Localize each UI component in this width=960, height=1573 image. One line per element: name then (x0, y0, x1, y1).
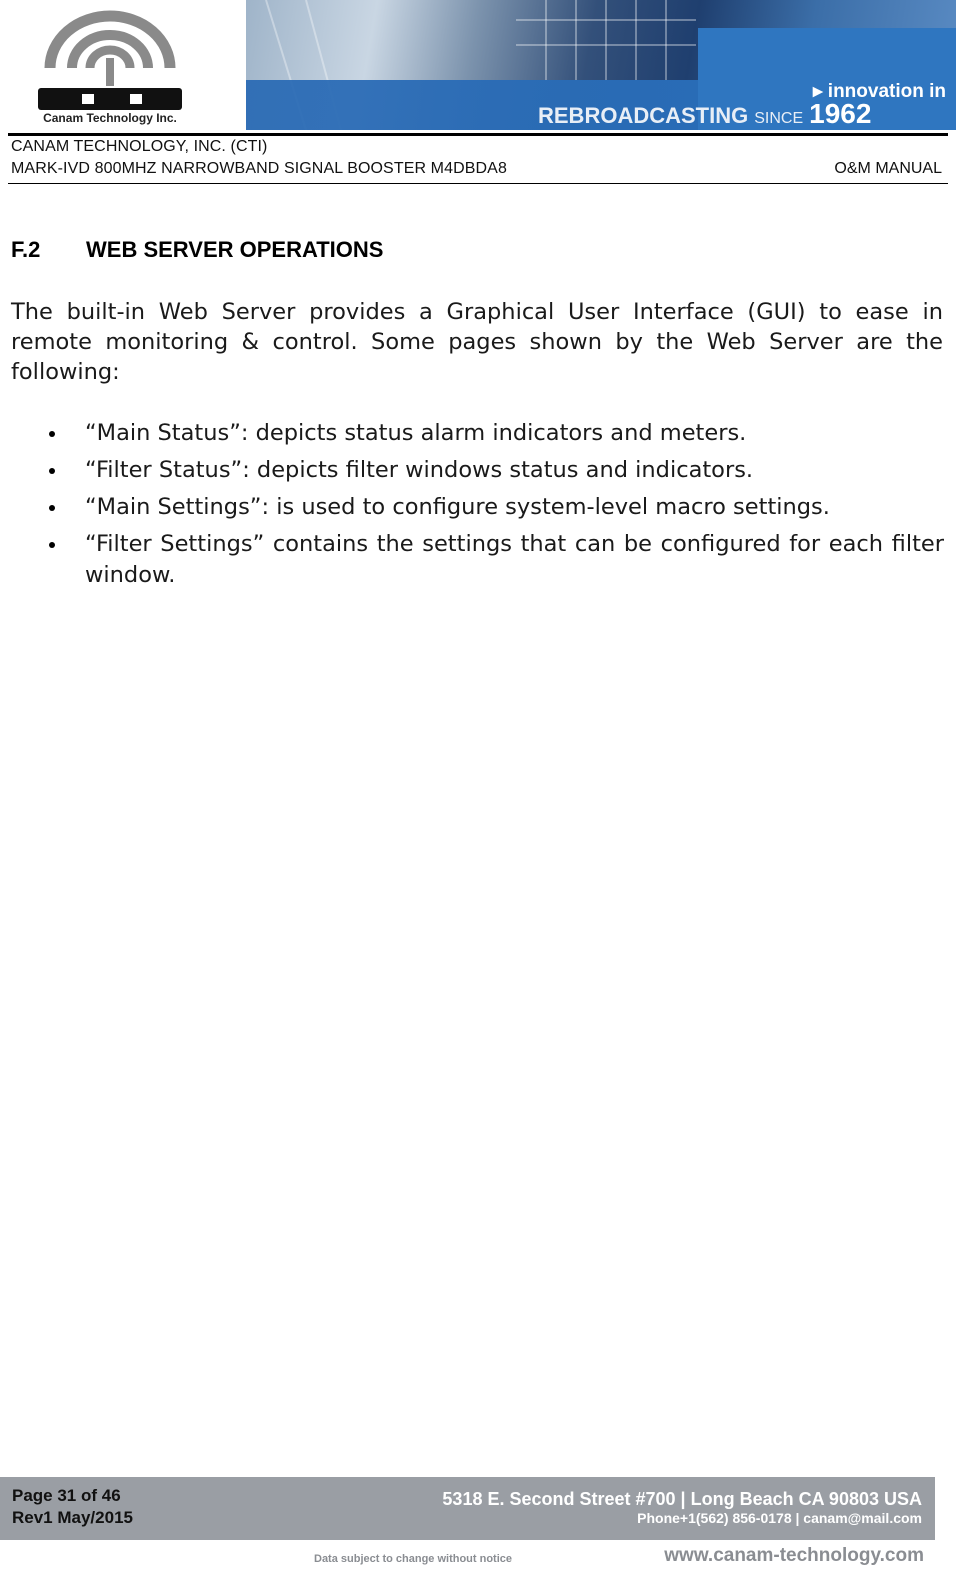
section-heading (11, 237, 383, 263)
bullet-icon (49, 505, 55, 511)
header-company: CANAM TECHNOLOGY, INC. (CTI) (11, 138, 268, 155)
bullet-icon (49, 431, 55, 437)
list-item-text: “Main Status”: depicts status alarm indicators and meters. (85, 420, 747, 446)
banner-photo (246, 0, 956, 130)
tagline-top: ▸ innovation in (812, 81, 946, 102)
footer-address: 5318 E. Second Street #700 | Long Beach CA 90803 USA (442, 1489, 922, 1509)
footer-disclaimer: Data subject to change without notice (314, 1553, 513, 1565)
tagline-year: 1962 (809, 98, 872, 129)
list-item (0, 529, 944, 591)
tagline-bottom (538, 98, 871, 130)
company-logo (8, 4, 236, 128)
list-item-text: “Filter Status”: depicts filter windows status and indicators. (85, 457, 754, 483)
header-rule-bottom (8, 183, 948, 184)
bullet-icon (49, 542, 55, 548)
footer-website[interactable]: www.canam-technology.com (664, 1545, 924, 1566)
section-title: WEB SERVER OPERATIONS (86, 237, 384, 262)
list-item (0, 492, 944, 523)
list-item (0, 418, 944, 449)
tagline-since: SINCE (754, 110, 804, 127)
cti-logo-graphic (28, 10, 192, 110)
header-banner (0, 0, 960, 132)
tagline-word: REBROADCASTING (538, 103, 749, 128)
footer-page-info (12, 1485, 133, 1529)
list-item (0, 455, 944, 486)
page-number: Page 31 of 46 (12, 1486, 121, 1505)
header-product: MARK-IVD 800MHZ NARROWBAND SIGNAL BOOSTER M4DBDA8 (11, 160, 507, 177)
header-rule-top (8, 133, 948, 136)
list-item-text: “Main Settings”: is used to configure system-level macro settings. (85, 494, 830, 520)
footer-contact: Phone+1(562) 856-0178 | canam@mail.com (637, 1510, 922, 1526)
revision: Rev1 May/2015 (12, 1508, 133, 1527)
bullet-icon (49, 468, 55, 474)
header-doc-type: O&M MANUAL (834, 160, 942, 177)
list-item-text: “Filter Settings” contains the settings that can be configured for each filter window. (85, 531, 944, 588)
logo-caption: Canam Technology Inc. (43, 111, 177, 125)
intro-paragraph: The built-in Web Server provides a Graphical User Interface (GUI) to ease in remote monitoring & control. Some pages shown by the Web Server are the following: (11, 299, 943, 385)
section-number: F.2 (11, 237, 41, 262)
bullet-list (0, 418, 944, 597)
